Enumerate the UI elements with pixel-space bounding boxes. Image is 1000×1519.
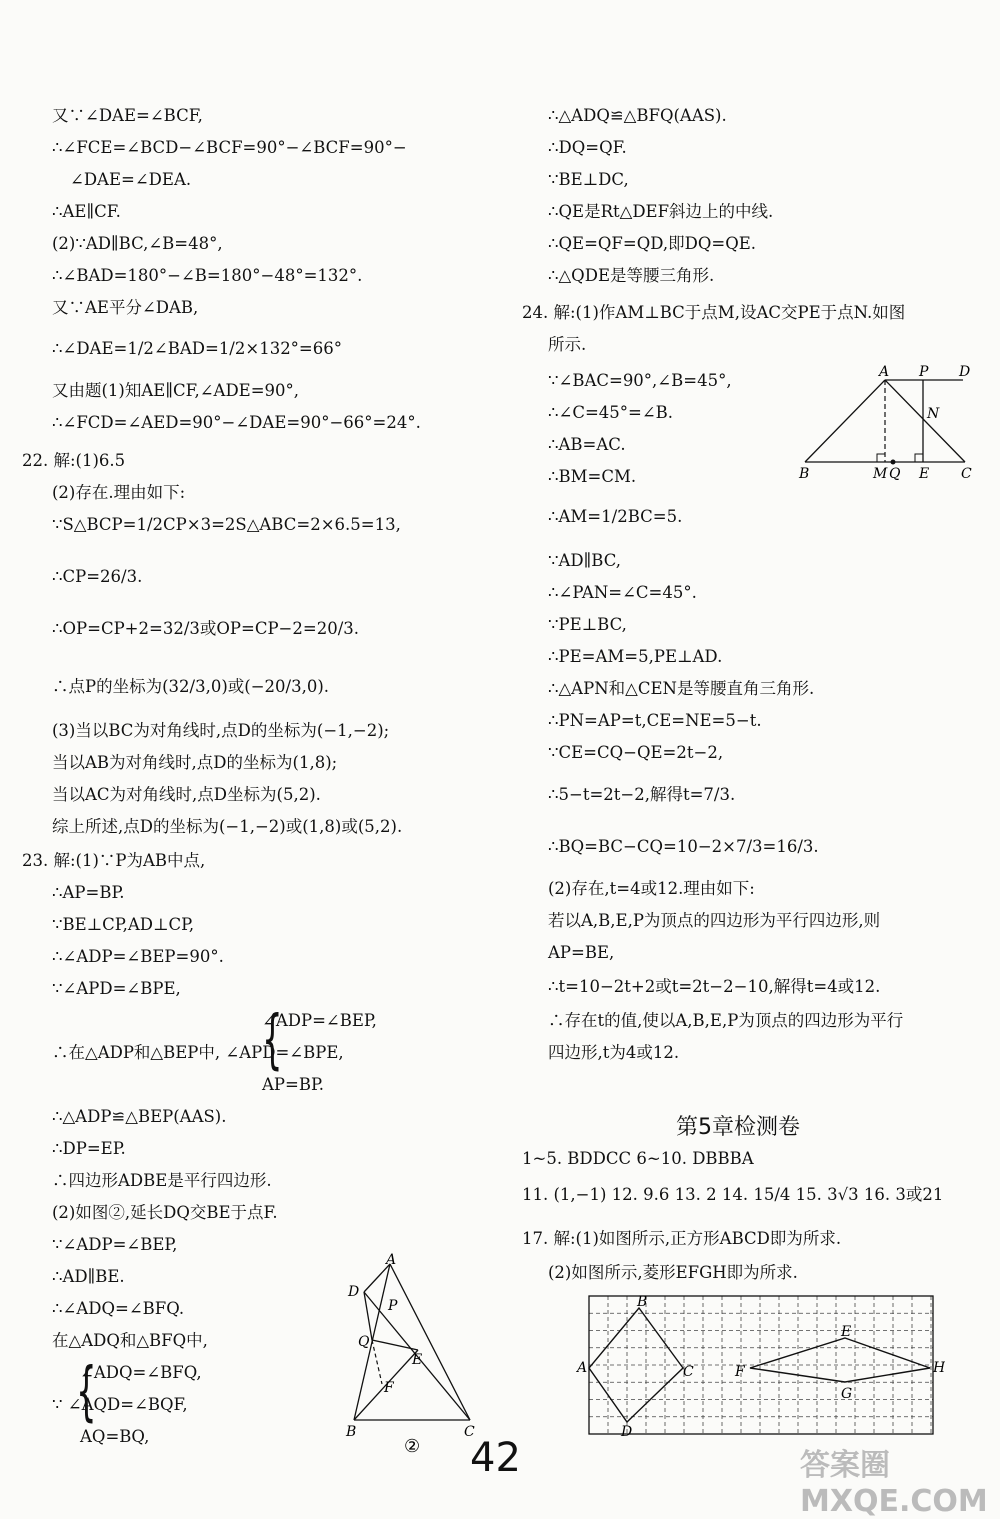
label-M: M (873, 466, 888, 482)
right-line: ∵AD∥BC, (548, 551, 621, 570)
label-P: P (388, 1298, 398, 1314)
label-D: D (348, 1284, 360, 1300)
right-line: 所示. (548, 335, 587, 354)
left-line: ∴AD∥BE. (52, 1267, 125, 1286)
right-line: ∵BE⊥DC, (548, 170, 629, 189)
left-line: ∴四边形ADBE是平行四边形. (52, 1171, 272, 1190)
right-line: ∴△APN和△CEN是等腰直角三角形. (548, 679, 815, 698)
left-line: (3)当以BC为对角线时,点D的坐标为(−1,−2); (52, 721, 390, 740)
right-line: ∴BM=CM. (548, 467, 637, 486)
label-Q: Q (358, 1334, 370, 1350)
left-line: ∴∠ADQ=∠BFQ. (52, 1299, 185, 1318)
left-line: ∴∠DAE=1/2∠BAD=1/2×132°=66° (52, 339, 343, 358)
label-G: G (841, 1386, 853, 1402)
label-A: A (386, 1252, 397, 1268)
label-C: C (961, 466, 972, 482)
left-line: (2)如图②,延长DQ交BE于点F. (52, 1203, 278, 1222)
label-C: C (683, 1364, 694, 1380)
figure-2 (340, 1252, 480, 1462)
right-line: ∴∠C=45°=∠B. (548, 403, 674, 422)
left-line: 综上所述,点D的坐标为(−1,−2)或(1,8)或(5,2). (52, 817, 403, 836)
left-line: 当以AB为对角线时,点D的坐标为(1,8); (52, 753, 338, 772)
right-line: ∴t=10−2t+2或t=2t−2−10,解得t=4或12. (548, 977, 881, 996)
left-line: (2)存在.理由如下: (52, 483, 186, 502)
left-line: (2)∵AD∥BC,∠B=48°, (52, 234, 223, 253)
right-line: ∴∠PAN=∠C=45°. (548, 583, 697, 602)
left-line: ∴点P的坐标为(32/3,0)或(−20/3,0). (52, 677, 330, 696)
right-line: ∴BQ=BC−CQ=10−2×7/3=16/3. (548, 837, 819, 856)
left-line: AP=BP. (262, 1075, 324, 1094)
label-C: C (464, 1424, 475, 1440)
label-D: D (959, 364, 971, 380)
right-line: (2)存在,t=4或12.理由如下: (548, 879, 755, 898)
left-line: 又∵AE平分∠DAB, (52, 298, 199, 317)
left-line: ∴AE∥CF. (52, 202, 121, 221)
right-line: ∴AM=1/2BC=5. (548, 507, 683, 526)
right-line: ∴存在t的值,使以A,B,E,P为顶点的四边形为平行 (548, 1011, 904, 1030)
left-line: 当以AC为对角线时,点D坐标为(5,2). (52, 785, 321, 804)
answer-line: 11. (1,−1) 12. 9.6 13. 2 14. 15/4 15. 3√3 16. 3或21 (522, 1185, 944, 1204)
right-line: ∵∠BAC=90°,∠B=45°, (548, 371, 732, 390)
right-line: 24. 解:(1)作AM⊥BC于点M,设AC交PE于点N.如图 (522, 303, 906, 322)
left-line: ∠DAE=∠DEA. (70, 170, 192, 189)
left-line: ∴AP=BP. (52, 883, 125, 902)
left-line: 又由题(1)知AE∥CF,∠ADE=90°, (52, 381, 300, 400)
left-line: ∴CP=26/3. (52, 567, 143, 586)
label-E: E (919, 466, 930, 482)
answer-line: 17. 解:(1)如图所示,正方形ABCD即为所求. (522, 1229, 842, 1248)
left-line: 又∵∠DAE=∠BCF, (52, 106, 203, 125)
left-line: 在△ADQ和△BFQ中, (52, 1331, 208, 1350)
left-line: ∴∠FCD=∠AED=90°−∠DAE=90°−66°=24°. (52, 413, 421, 432)
right-line: 若以A,B,E,P为顶点的四边形为平行四边形,则 (548, 911, 881, 930)
left-line: ∴∠BAD=180°−∠B=180°−48°=132°. (52, 266, 363, 285)
left-line: ∴在△ADP和△BEP中, ∠APD=∠BPE, (52, 1043, 344, 1062)
left-line: ∵BE⊥CP,AD⊥CP, (52, 915, 195, 934)
left-line: ∵∠APD=∠BPE, (52, 979, 181, 998)
label-A: A (577, 1360, 588, 1376)
grid-figure (575, 1290, 945, 1440)
right-line: ∵CE=CQ−QE=2t−2, (548, 743, 724, 762)
label-B: B (346, 1424, 357, 1440)
right-line: 四边形,t为4或12. (548, 1043, 680, 1062)
left-line: ∵∠ADP=∠BEP, (52, 1235, 178, 1254)
left-line: ∵ ∠AQD=∠BQF, (52, 1395, 188, 1414)
right-line: ∴△QDE是等腰三角形. (548, 266, 715, 285)
right-line: ∴PN=AP=t,CE=NE=5−t. (548, 711, 762, 730)
left-line: ∠ADQ=∠BFQ, (80, 1363, 202, 1382)
left-line: ∴DP=EP. (52, 1139, 126, 1158)
brace: { (76, 1355, 97, 1429)
label-F: F (384, 1380, 394, 1396)
label-E: E (841, 1324, 852, 1340)
right-line: ∴5−t=2t−2,解得t=7/3. (548, 785, 736, 804)
right-line: ∴PE=AM=5,PE⊥AD. (548, 647, 723, 666)
right-line: ∵PE⊥BC, (548, 615, 627, 634)
label-P: P (919, 364, 929, 380)
label-D: D (621, 1424, 633, 1440)
left-line: 23. 解:(1)∵P为AB中点, (22, 851, 206, 870)
right-line: ∴△ADQ≌△BFQ(AAS). (548, 106, 727, 125)
left-line: AQ=BQ, (80, 1427, 150, 1446)
figure-2-label: ② (404, 1436, 421, 1457)
label-B: B (637, 1294, 648, 1310)
triangle-figure (795, 362, 985, 487)
label-A: A (879, 364, 890, 380)
left-line: ∵S△BCP=1/2CP×3=2S△ABC=2×6.5=13, (52, 515, 401, 534)
section-title: 第5章检测卷 (676, 1115, 800, 1140)
right-line: ∴AB=AC. (548, 435, 626, 454)
label-N: N (927, 406, 940, 422)
right-line: ∴QE=QF=QD,即DQ=QE. (548, 234, 757, 253)
answer-line: (2)如图所示,菱形EFGH即为所求. (548, 1263, 798, 1282)
label-B: B (799, 466, 810, 482)
page-number: 42 (470, 1435, 521, 1481)
watermark: 答案圈 MXQE.COM (800, 1448, 988, 1519)
right-line: AP=BE, (548, 943, 615, 962)
left-line: ∴△ADP≌△BEP(AAS). (52, 1107, 227, 1126)
label-E: E (412, 1352, 423, 1368)
right-line: ∴QE是Rt△DEF斜边上的中线. (548, 202, 774, 221)
left-line: ∴OP=CP+2=32/3或OP=CP−2=20/3. (52, 619, 360, 638)
left-line: ∴∠FCE=∠BCD−∠BCF=90°−∠BCF=90°− (52, 138, 407, 157)
label-Q: Q (889, 466, 901, 482)
left-line: 22. 解:(1)6.5 (22, 451, 126, 470)
label-H: H (933, 1360, 945, 1376)
left-line: ∠ADP=∠BEP, (262, 1011, 377, 1030)
brace: { (262, 1003, 283, 1077)
left-line: ∴∠ADP=∠BEP=90°. (52, 947, 224, 966)
label-F: F (735, 1364, 745, 1380)
answer-line: 1~5. BDDCC 6~10. DBBBA (522, 1149, 754, 1168)
right-line: ∴DQ=QF. (548, 138, 627, 157)
